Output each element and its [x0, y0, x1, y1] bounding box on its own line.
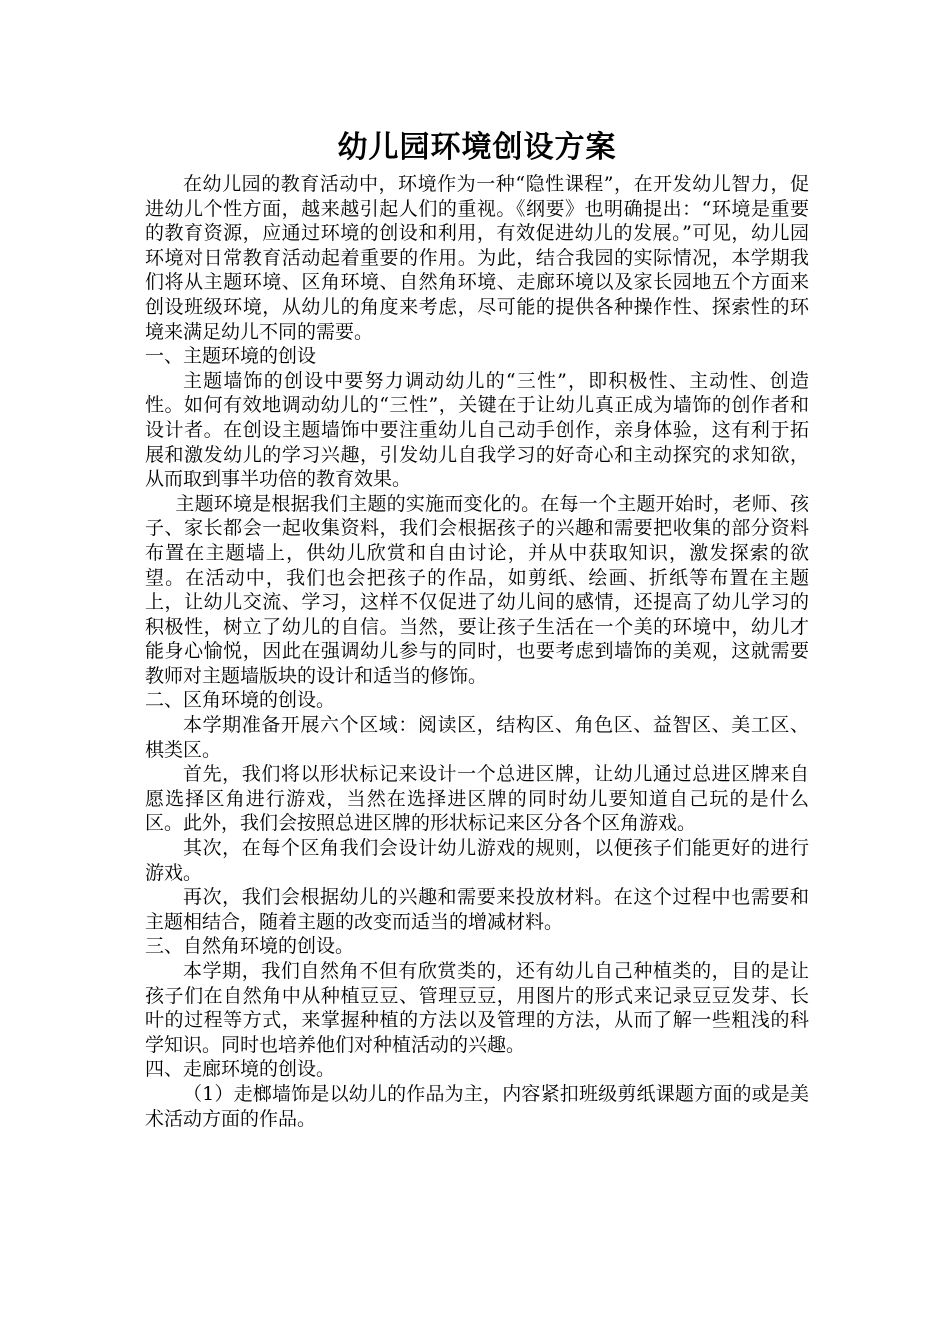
document-page — [145, 126, 809, 1131]
section2-paragraph-1: 本学期准备开展六个区域：阅读区，结构区、角色区、益智区、美工区、棋类区。 — [145, 714, 809, 761]
section-heading-theme: 一、主题环境的创设 — [145, 345, 317, 368]
document-title: 幼儿园环境创设方案 — [337, 130, 617, 165]
section-heading-corridor: 四、走廊环境的创设。 — [145, 1058, 336, 1081]
section1-paragraph-1: 主题墙饰的创设中要努力调动幼儿的“三性”，即积极性、主动性、创造性。如何有效地调动幼儿的“三性”，关键在于让幼儿真正成为墙饰的创作者和设计者。在创设主题墙饰中要注重幼儿自己动手创作，亲身体验，这有利于拓展和激发幼儿的学习兴趣，引发幼儿自我学习的好奇心和主动探究的求知欲，从而取到事半功倍的教育效果。 — [145, 369, 809, 491]
section4-paragraph-1: （1）走榔墙饰是以幼儿的作品为主，内容紧扣班级剪纸课题方面的或是美术活动方面的作品。 — [145, 1082, 809, 1130]
section-heading-nature: 三、自然角环境的创设。 — [145, 935, 355, 958]
section-heading-corner: 二、区角环境的创设。 — [145, 689, 336, 712]
section1-paragraph-2: 主题环境是根据我们主题的实施而变化的。在每一个主题开始时，老师、孩子、家长都会一起收集资料，我们会根据孩子的兴趣和需要把收集的部分资料布置在主题墙上，供幼儿欣赏和自由讨论，并从中获取知识，激发探索的欲望。在活动中，我们也会把孩子的作品，如剪纸、绘画、折纸等布置在主题上，让幼儿交流、学习，这样不仅促进了幼儿间的感情，还提高了幼儿学习的积极性，树立了幼儿的自信。当然，要让孩子生活在一个美的环境中，幼儿才能身心愉悦，因此在强调幼儿参与的同时，也要考虑到墙饰的美观，这就需要教师对主题墙版块的设计和适当的修饰。 — [145, 492, 809, 687]
section3-paragraph-1: 本学期，我们自然角不但有欣赏类的，还有幼儿自己种植类的，目的是让孩子们在自然角中从种植豆豆、管理豆豆，用图片的形式来记录豆豆发芽、长叶的过程等方式，来掌握种植的方法以及管理的方法，从而了解一些粗浅的科学知识。同时也培养他们对种植活动的兴趣。 — [145, 960, 809, 1056]
section2-paragraph-2: 首先，我们将以形状标记来设计一个总进区牌，让幼儿通过总进区牌来自愿选择区角进行游戏，当然在选择进区牌的同时幼儿要知道自己玩的是什么区。此外，我们会按照总进区牌的形状标记来区分各个区角游戏。 — [145, 763, 809, 835]
section2-paragraph-4: 再次，我们会根据幼儿的兴趣和需要来投放材料。在这个过程中也需要和主题相结合，随着主题的改变而适当的增减材料。 — [145, 886, 809, 933]
intro-paragraph: 在幼儿园的教育活动中，环境作为一种“隐性课程”，在开发幼儿智力，促进幼儿个性方面，越来越引起人们的重视。《纲要》也明确提出：“环境是重要的教育资源，应通过环境的创设和利用，有效促进幼儿的发展。”可见，幼儿园环境对日常教育活动起着重要的作用。为此，结合我园的实际情况，本学期我们将从主题环境、区角环境、自然角环境、走廊环境以及家长园地五个方面来创设班级环境，从幼儿的角度来考虑，尽可能的提供各种操作性、探索性的环境来满足幼儿不同的需要。 — [145, 173, 809, 343]
section2-paragraph-3: 其次，在每个区角我们会设计幼儿游戏的规则，以便孩子们能更好的进行游戏。 — [145, 837, 809, 884]
